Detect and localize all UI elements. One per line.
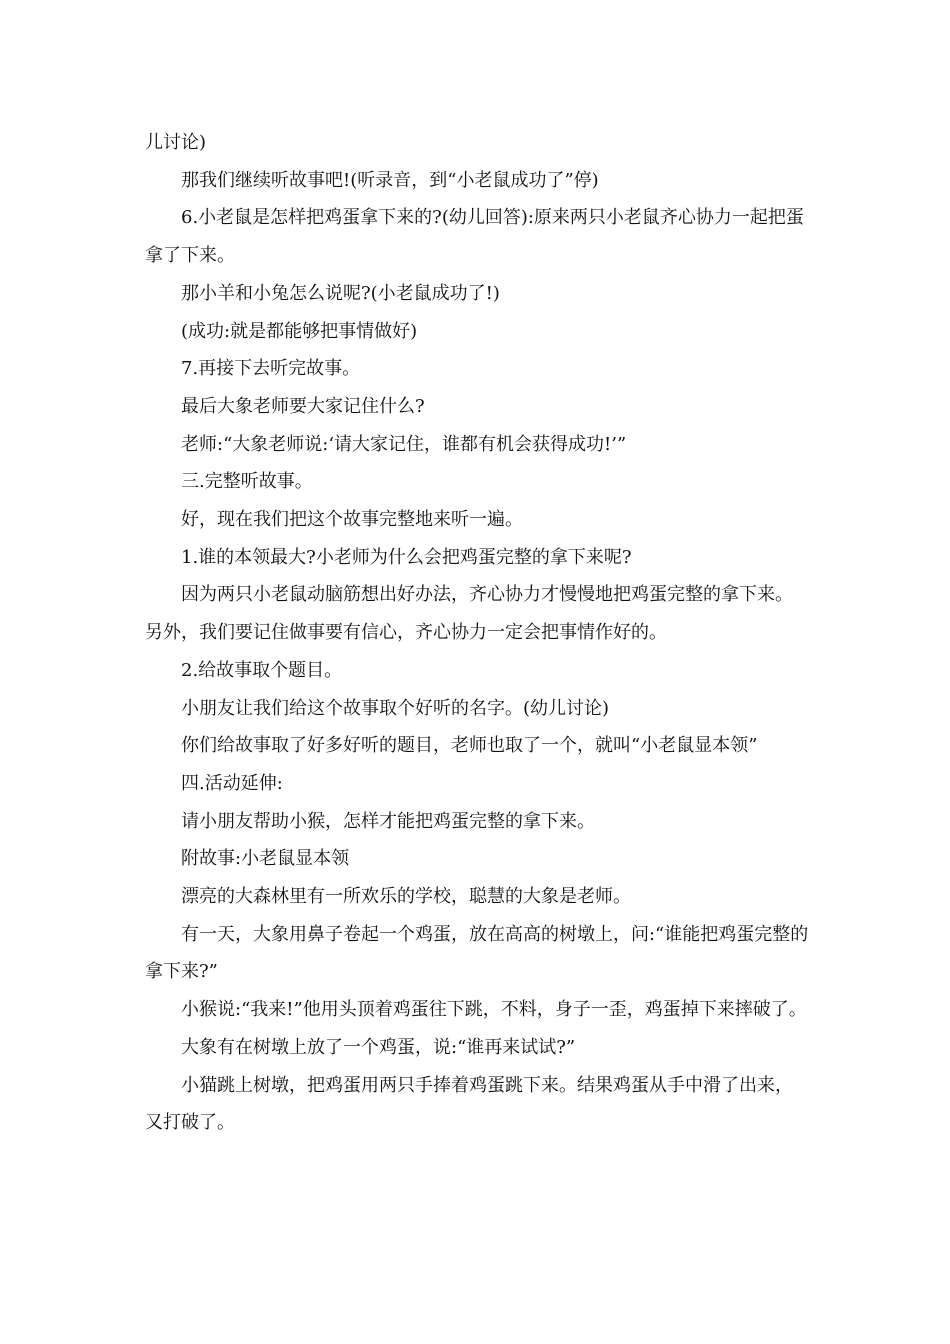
paragraph-6: 7.再接下去听完故事。	[181, 358, 361, 380]
paragraph-3: 6.小老鼠是怎样把鸡蛋拿下来的?(幼儿回答):原来两只小老鼠齐心协力一起把蛋拿了下来。	[145, 207, 804, 267]
paragraph-2: 那我们继续听故事吧!(听录音，到“小老鼠成功了”停)	[181, 169, 599, 191]
paragraph-11: 1.谁的本领最大?小老师为什么会把鸡蛋完整的拿下来呢?	[181, 546, 632, 568]
paragraph-14: 小朋友让我们给这个故事取个好听的名字。(幼儿讨论)	[181, 697, 610, 719]
paragraph-23: 小猫跳上树墩，把鸡蛋用两只手捧着鸡蛋跳下来。结果鸡蛋从手中滑了出来，又打破了。	[145, 1074, 793, 1134]
paragraph-8: 老师:“大象老师说:‘请大家记住，谁都有机会获得成功!’”	[181, 433, 627, 455]
story-title: 附故事:小老鼠显本领	[181, 848, 350, 870]
paragraph-13: 2.给故事取个题目。	[181, 659, 343, 681]
paragraph-19: 漂亮的大森林里有一所欢乐的学校，聪慧的大象是老师。	[181, 886, 631, 908]
paragraph-10: 好，现在我们把这个故事完整地来听一遍。	[181, 509, 523, 531]
paragraph-1: 儿讨论)	[145, 132, 207, 153]
document-body	[145, 124, 810, 1142]
section-heading-4: 四.活动延伸:	[181, 772, 283, 794]
paragraph-12: 因为两只小老鼠动脑筋想出好办法，齐心协力才慢慢地把鸡蛋完整的拿下来。另外，我们要记住做事要有信心，齐心协力一定会把事情作好的。	[145, 584, 793, 644]
paragraph-20: 有一天，大象用鼻子卷起一个鸡蛋，放在高高的树墩上，问:“谁能把鸡蛋完整的拿下来?”	[145, 923, 809, 983]
paragraph-21: 小猴说:“我来!”他用头顶着鸡蛋往下跳，不料，身子一歪，鸡蛋掉下来摔破了。	[181, 999, 807, 1021]
paragraph-7: 最后大象老师要大家记住什么?	[181, 395, 425, 417]
paragraph-5: (成功:就是都能够把事情做好)	[181, 320, 418, 342]
paragraph-22: 大象有在树墩上放了一个鸡蛋，说:“谁再来试试?”	[181, 1036, 576, 1058]
paragraph-17: 请小朋友帮助小猴，怎样才能把鸡蛋完整的拿下来。	[181, 810, 595, 832]
section-heading-3: 三.完整听故事。	[181, 471, 313, 493]
paragraph-4: 那小羊和小兔怎么说呢?(小老鼠成功了!)	[181, 282, 500, 304]
paragraph-15: 你们给故事取了好多好听的题目，老师也取了一个，就叫“小老鼠显本领”	[181, 735, 758, 757]
